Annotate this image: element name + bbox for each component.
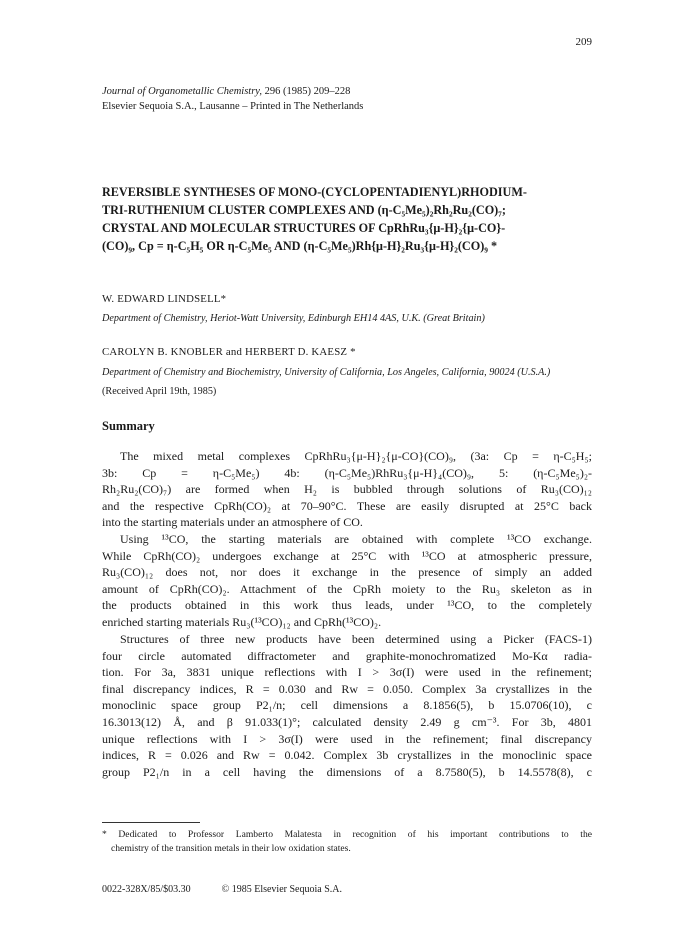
text-line: indices, R = 0.026 and Rw = 0.042. Complex 3b crystallizes in the monoclinic space <box>102 748 592 763</box>
title-line: TRI-RUTHENIUM CLUSTER COMPLEXES AND (η-C₅Me₅)₂Rh₂Ru₂(CO)₇; <box>102 203 506 217</box>
text-line: and the respective CpRh(CO)₂ at 70–90°C. These are easily disrupted at 25°C back <box>102 498 592 513</box>
journal-header <box>102 84 363 114</box>
summary-paragraph <box>102 448 592 531</box>
article-code: 0022-328X/85/$03.30 <box>102 884 191 895</box>
title-line: (CO)₉, Cp = η-C₅H₅ OR η-C₅Me₅ AND (η-C₅Me₅)Rh{μ-H}₂Ru₃{μ-H}₂(CO)₉ * <box>102 239 498 253</box>
text-line: The mixed metal complexes CpRhRu₃{μ-H}₂{μ-CO}(CO)₉, (3a: Cp = η-C₅H₅; <box>120 449 592 463</box>
text-line: tion. For 3a, 3831 unique reflections with I > 3σ(I) were used in the refinement; <box>102 665 592 680</box>
author-names: W. EDWARD LINDSELL* <box>102 293 227 305</box>
journal-publisher: Elsevier Sequoia S.A., Lausanne – Printed in The Netherlands <box>102 101 364 112</box>
text-line: Rh₂Ru₂(CO)₇) are formed when H₂ is bubbled through solutions of Ru₃(CO)₁₂ <box>102 482 592 497</box>
text-line: 16.3013(12) Å, and β 91.033(1)°; calculated density 2.49 g cm⁻³. For 3b, 4801 <box>102 714 592 729</box>
footnote-line: chemistry of the transition metals in their low oxidation states. <box>111 843 351 854</box>
journal-citation-line <box>102 84 363 99</box>
page-number: 209 <box>575 36 592 48</box>
text-line: final discrepancy indices, R = 0.030 and Rw = 0.050. Complex 3a crystallizes in the <box>102 681 592 696</box>
text-line: the products obtained in this work thus leads, under ¹³CO, to the completely <box>102 598 592 613</box>
footnote <box>102 828 592 856</box>
text-line: amount of CpRh(CO)₂. Attachment of the CpRh moiety to the Ru₃ skeleton as in <box>102 581 592 596</box>
journal-citation: 296 (1985) 209–228 <box>262 86 351 97</box>
text-line: Using ¹³CO, the starting materials are obtained with complete ¹³CO exchange. <box>120 532 592 546</box>
text-line: four circle automated diffractometer and graphite-monochromatized Mo-Kα radia- <box>102 648 592 663</box>
text-line: enriched starting materials Ru₃(¹³CO)₁₂ and CpRh(¹³CO)₂. <box>102 614 382 629</box>
author-affiliation: Department of Chemistry, Heriot-Watt University, Edinburgh EH14 4AS, U.K. (Great Britain) <box>102 313 485 324</box>
author-affiliation: Department of Chemistry and Biochemistry, University of California, Los Angeles, California, 90024 (U.S.A.) <box>102 367 551 378</box>
title-line: CRYSTAL AND MOLECULAR STRUCTURES OF CpRhRu₃{μ-H}₂{μ-CO}- <box>102 221 506 235</box>
text-line: monoclinic space group P2₁/n; cell dimensions a 8.1856(5), b 15.0706(10), c <box>102 698 592 713</box>
text-line: Ru₃(CO)₁₂ does not, nor does it exchange in the presence of simply an added <box>102 565 592 580</box>
title-line: REVERSIBLE SYNTHESES OF MONO-(CYCLOPENTADIENYL)RHODIUM- <box>102 185 527 199</box>
author-names: CAROLYN B. KNOBLER and HERBERT D. KAESZ * <box>102 346 356 358</box>
summary-paragraph <box>102 631 592 780</box>
text-line: 3b: Cp = η-C₅Me₅) 4b: (η-C₅Me₅)RhRu₃{μ-H}₄(CO)₉, 5: (η-C₅Me₅)₂- <box>102 465 592 480</box>
summary-heading: Summary <box>102 419 155 433</box>
received-date: (Received April 19th, 1985) <box>102 386 217 397</box>
copyright-notice: © 1985 Elsevier Sequoia S.A. <box>221 884 342 895</box>
text-line: group P2₁/n in a cell having the dimensions of a 8.7580(5), b 14.5578(8), c <box>102 764 592 779</box>
text-line: While CpRh(CO)₂ undergoes exchange at 25°C with ¹³CO at atmospheric pressure, <box>102 548 592 563</box>
footnote-line: * Dedicated to Professor Lamberto Malatesta in recognition of his important contributions to the <box>102 829 592 840</box>
summary-paragraph <box>102 531 592 631</box>
page-footer <box>102 884 342 895</box>
text-line: unique reflections with I > 3σ(I) were used in the refinement; final discrepancy <box>102 731 592 746</box>
article-title <box>102 183 592 255</box>
footnote-divider <box>102 822 200 823</box>
text-line: into the starting materials under an atmosphere of CO. <box>102 515 363 530</box>
text-line: Structures of three new products have been determined using a Picker (FACS-1) <box>120 632 592 646</box>
journal-name: Journal of Organometallic Chemistry, <box>102 86 263 97</box>
